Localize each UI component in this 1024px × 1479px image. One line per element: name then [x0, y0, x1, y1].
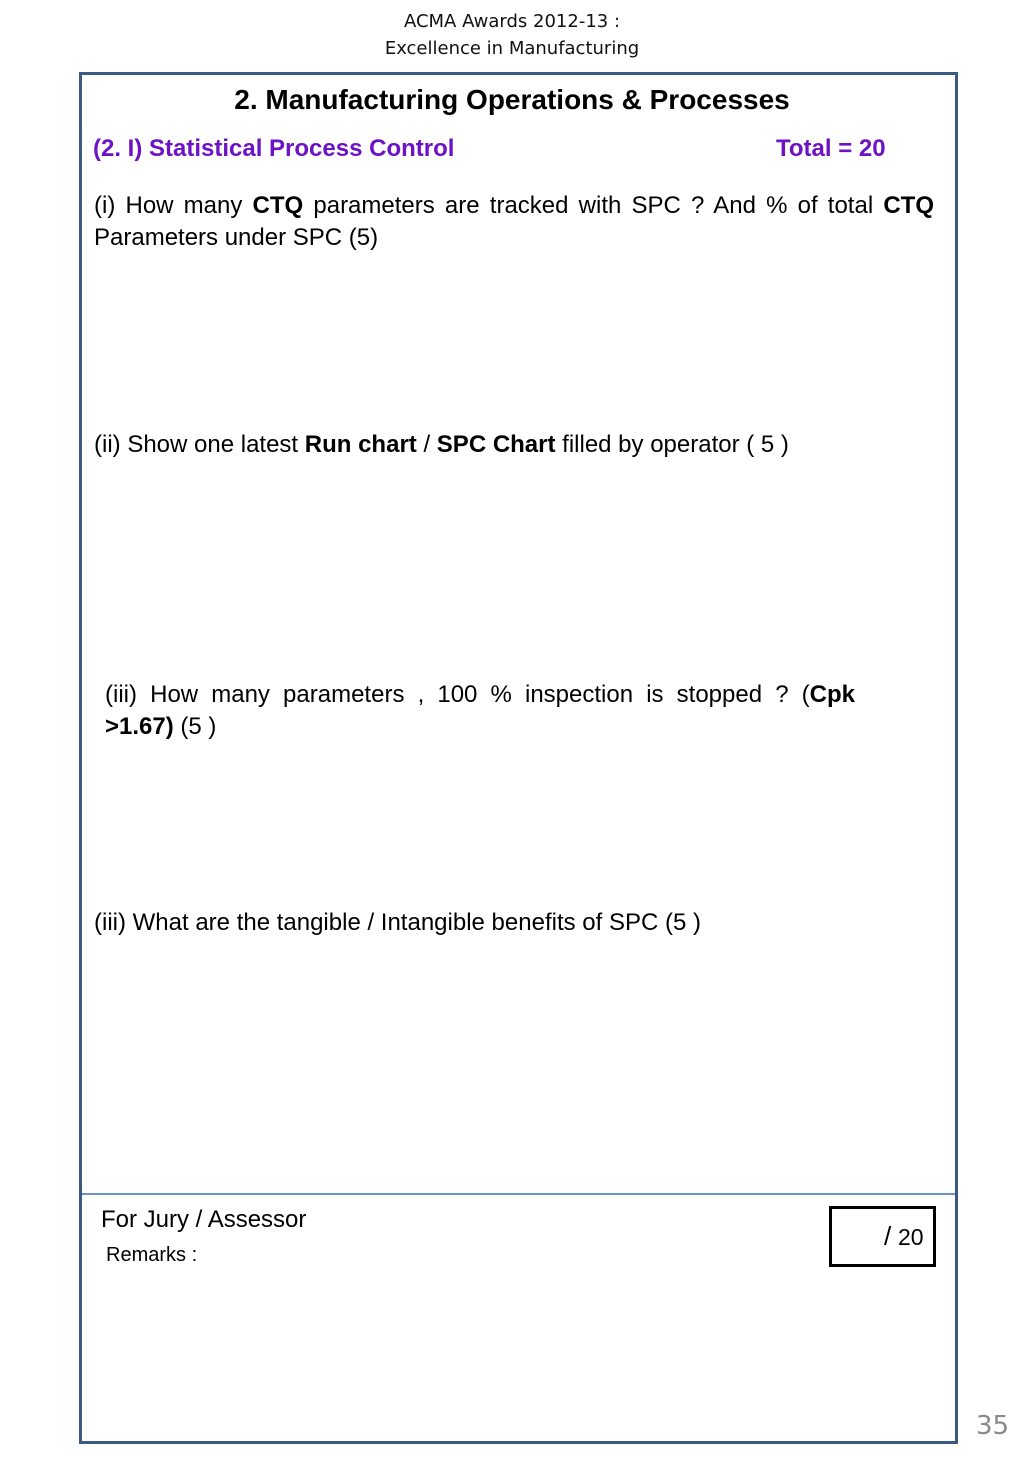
- page-header: [0, 8, 1024, 62]
- jury-divider: [82, 1193, 955, 1195]
- header-line-2: Excellence in Manufacturing: [384, 38, 640, 59]
- page-title: 2. Manufacturing Operations & Processes: [234, 84, 790, 115]
- remarks-label: Remarks :: [106, 1244, 198, 1266]
- page-number: 35: [976, 1411, 1010, 1441]
- question-3: (iii) How many parameters , 100 % inspection is stopped ? (Cpk >1.67) (5 ): [105, 681, 855, 740]
- section-label: (2. I) Statistical Process Control: [93, 135, 455, 162]
- score-max: 20: [898, 1224, 924, 1250]
- jury-label: For Jury / Assessor: [101, 1206, 307, 1233]
- section-total: Total = 20: [776, 135, 886, 162]
- form-frame: [79, 72, 958, 1444]
- header-line-1: ACMA Awards 2012-13 :: [403, 11, 621, 32]
- score-slash: /: [884, 1221, 892, 1251]
- question-2: (ii) Show one latest Run chart / SPC Chart filled by operator ( 5 ): [94, 431, 789, 458]
- question-1: (i) How many CTQ parameters are tracked with SPC ? And % of total CTQ Parameters under SPC (5): [94, 192, 934, 251]
- question-4: (iii) What are the tangible / Intangible benefits of SPC (5 ): [94, 909, 701, 936]
- score-box[interactable]: [829, 1206, 936, 1267]
